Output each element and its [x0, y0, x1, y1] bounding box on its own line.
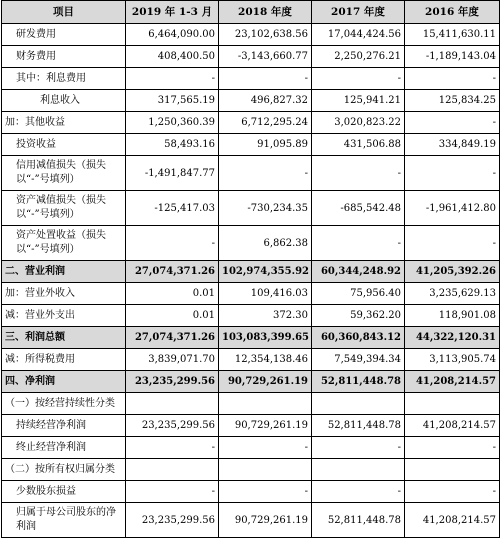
value-2019q1: 23,235,299.56 [126, 503, 219, 538]
value-2016: 334,849.19 [405, 134, 500, 156]
value-2018: 90,729,261.19 [219, 371, 312, 393]
row-label: 信用减值损失（损失以“-”号填列） [2, 156, 126, 191]
row-label: （二）按所有权归属分类 [2, 459, 126, 481]
value-2018: -730,234.35 [219, 191, 312, 226]
value-2018: 102,974,355.92 [219, 261, 312, 283]
value-2018: 23,102,638.56 [219, 24, 312, 46]
value-2016: 41,208,214.57 [405, 503, 500, 538]
table-row [2, 305, 500, 327]
value-2018: 372.30 [219, 305, 312, 327]
value-2019q1: 408,400.50 [126, 46, 219, 68]
value-2019q1: 27,074,371.26 [126, 327, 219, 349]
value-2019q1: 1,250,360.39 [126, 112, 219, 134]
value-2017: - [312, 481, 405, 503]
table-row [2, 156, 500, 191]
table-row [2, 459, 500, 481]
value-2019q1 [126, 459, 219, 481]
value-2017 [312, 393, 405, 415]
value-2016: - [405, 437, 500, 459]
row-label: 财务费用 [2, 46, 126, 68]
table-body [2, 24, 500, 538]
value-2018: 6,712,295.24 [219, 112, 312, 134]
value-2017: 75,956.40 [312, 283, 405, 305]
value-2016: 3,113,905.74 [405, 349, 500, 371]
value-2018 [219, 459, 312, 481]
row-label: 资产处置收益（损失以“-”号填列） [2, 226, 126, 261]
row-label: 二、营业利润 [2, 261, 126, 283]
table-row [2, 327, 500, 349]
table-row [2, 415, 500, 437]
income-statement-table [1, 0, 500, 538]
value-2019q1: 23,235,299.56 [126, 371, 219, 393]
row-label: 加：其他收益 [2, 112, 126, 134]
table-row [2, 46, 500, 68]
value-2018: 91,095.89 [219, 134, 312, 156]
value-2016: -1,189,143.04 [405, 46, 500, 68]
value-2018: - [219, 156, 312, 191]
table-row [2, 481, 500, 503]
value-2019q1: - [126, 226, 219, 261]
value-2016: -1,961,412.80 [405, 191, 500, 226]
value-2019q1: 27,074,371.26 [126, 261, 219, 283]
row-label: 利息收入 [2, 90, 126, 112]
value-2018: 6,862.38 [219, 226, 312, 261]
value-2017: 17,044,424.56 [312, 24, 405, 46]
value-2016: 44,322,120.31 [405, 327, 500, 349]
value-2019q1: - [126, 437, 219, 459]
value-2016: 41,208,214.57 [405, 371, 500, 393]
value-2019q1: 0.01 [126, 305, 219, 327]
value-2016 [405, 459, 500, 481]
value-2016: - [405, 112, 500, 134]
value-2017: 431,506.88 [312, 134, 405, 156]
value-2017: 7,549,394.34 [312, 349, 405, 371]
header-item: 项目 [2, 1, 126, 24]
value-2018: 496,827.32 [219, 90, 312, 112]
value-2016: 41,205,392.26 [405, 261, 500, 283]
value-2017: - [312, 156, 405, 191]
value-2016: - [405, 226, 500, 261]
value-2016 [405, 393, 500, 415]
table-row [2, 24, 500, 46]
row-label: 归属于母公司股东的净利润 [2, 503, 126, 538]
value-2019q1: 0.01 [126, 283, 219, 305]
value-2016: - [405, 68, 500, 90]
row-label: 加：营业外收入 [2, 283, 126, 305]
header-2019q1: 2019 年 1-3 月 [126, 1, 219, 24]
value-2016: 15,411,630.11 [405, 24, 500, 46]
row-label: 减：营业外支出 [2, 305, 126, 327]
row-label: 资产减值损失（损失以“-”号填列） [2, 191, 126, 226]
value-2016: 118,901.08 [405, 305, 500, 327]
value-2018: - [219, 481, 312, 503]
header-row [2, 1, 500, 24]
value-2017: - [312, 437, 405, 459]
row-label: 投资收益 [2, 134, 126, 156]
value-2017: 125,941.21 [312, 90, 405, 112]
table-row [2, 371, 500, 393]
row-label: 其中：利息费用 [2, 68, 126, 90]
value-2017: 60,360,843.12 [312, 327, 405, 349]
value-2019q1: -125,417.03 [126, 191, 219, 226]
value-2018: 12,354,138.46 [219, 349, 312, 371]
value-2018: 109,416.03 [219, 283, 312, 305]
value-2018: 90,729,261.19 [219, 503, 312, 538]
value-2016: 125,834.25 [405, 90, 500, 112]
value-2017: 60,344,248.92 [312, 261, 405, 283]
row-label: 减：所得税费用 [2, 349, 126, 371]
value-2018: - [219, 437, 312, 459]
value-2018: - [219, 68, 312, 90]
value-2019q1: 58,493.16 [126, 134, 219, 156]
value-2017: 52,811,448.78 [312, 503, 405, 538]
value-2019q1 [126, 393, 219, 415]
value-2019q1: - [126, 68, 219, 90]
value-2018 [219, 393, 312, 415]
table-row [2, 437, 500, 459]
table-row [2, 191, 500, 226]
table-row [2, 261, 500, 283]
table-row [2, 134, 500, 156]
table-row [2, 393, 500, 415]
row-label: （一）按经营持续性分类 [2, 393, 126, 415]
value-2017: -685,542.48 [312, 191, 405, 226]
value-2016: 41,208,214.57 [405, 415, 500, 437]
value-2019q1: 23,235,299.56 [126, 415, 219, 437]
value-2019q1: - [126, 481, 219, 503]
table-row [2, 283, 500, 305]
value-2016: - [405, 481, 500, 503]
header-2016: 2016 年度 [405, 1, 500, 24]
value-2017: - [312, 226, 405, 261]
value-2017: 2,250,276.21 [312, 46, 405, 68]
value-2019q1: 3,839,071.70 [126, 349, 219, 371]
value-2017: 52,811,448.78 [312, 371, 405, 393]
row-label: 三、利润总额 [2, 327, 126, 349]
value-2019q1: -1,491,847.77 [126, 156, 219, 191]
value-2016: 3,235,629.13 [405, 283, 500, 305]
row-label: 终止经营净利润 [2, 437, 126, 459]
table-row [2, 226, 500, 261]
value-2018: 103,083,399.65 [219, 327, 312, 349]
value-2017: 3,020,823.22 [312, 112, 405, 134]
value-2016: - [405, 156, 500, 191]
value-2017: 59,362.20 [312, 305, 405, 327]
table-row [2, 112, 500, 134]
value-2017 [312, 459, 405, 481]
row-label: 研发费用 [2, 24, 126, 46]
header-2018: 2018 年度 [219, 1, 312, 24]
table-header [2, 1, 500, 24]
value-2019q1: 317,565.19 [126, 90, 219, 112]
row-label: 持续经营净利润 [2, 415, 126, 437]
value-2018: -3,143,660.77 [219, 46, 312, 68]
value-2017: 52,811,448.78 [312, 415, 405, 437]
table-row [2, 349, 500, 371]
value-2019q1: 6,464,090.00 [126, 24, 219, 46]
row-label: 少数股东损益 [2, 481, 126, 503]
value-2017: - [312, 68, 405, 90]
header-2017: 2017 年度 [312, 1, 405, 24]
table-row [2, 503, 500, 538]
value-2018: 90,729,261.19 [219, 415, 312, 437]
table-row [2, 90, 500, 112]
table-row [2, 68, 500, 90]
row-label: 四、净利润 [2, 371, 126, 393]
